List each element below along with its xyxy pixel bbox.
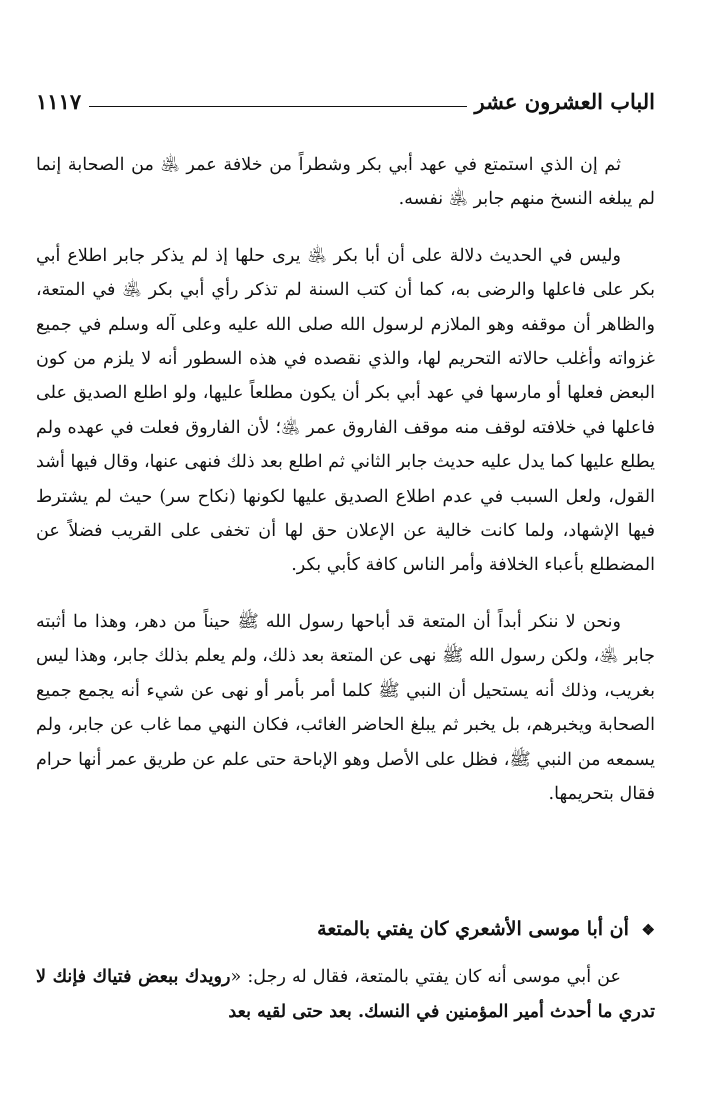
paragraph-3: ونحن لا ننكر أبداً أن المتعة قد أباحها رسول الله ﷺ حيناً من دهر، وهذا ما أثبته جابر ﵁، ولكن رسول الله ﷺ نهى عن المتعة بعد ذلك، ولم يعلم بذلك جابر، وهذا ليس بغريب، وذلك أنه يستحيل أن النبي ﷺ كلما أمر بأمر أو نهى عن شيء أنه يجمع جميع الصحابة ويخبرهم، بل يخبر ثم يبلغ الحاضر الغائب، فكان النهي مما غاب عن جابر، ولم يسمعه من النبي ﷺ، فظل على الأصل وهو الإباحة حتى علم عن طريق عمر أنها حرام فقال بتحريمها. <box>36 611 655 804</box>
section-heading <box>36 912 655 947</box>
section-heading-text: أن أبا موسى الأشعري كان يفتي بالمتعة <box>317 918 629 940</box>
page-header <box>36 84 655 114</box>
quote-bold-text: رويدك ببعض فتياك فإنك لا تدري ما أحدث أمير المؤمنين في النسك. بعد حتى لقيه بعد <box>36 966 655 1022</box>
diamond-bullet-icon: ❖ <box>641 921 655 939</box>
page-number: ١١١٧ <box>36 89 82 114</box>
paragraph-1: ثم إن الذي استمتع في عهد أبي بكر وشطراً من خلافة عمر ﵁ من الصحابة إنما لم يبلغه النسخ منهم جابر ﵁ نفسه. <box>36 155 655 210</box>
paragraph-2: وليس في الحديث دلالة على أن أبا بكر ﵁ يرى حلها إذ لم يذكر جابر اطلاع أبي بكر على فاعلها والرضى به، كما أن كتب السنة لم تذكر رأي أبي بكر ﵁ في المتعة، والظاهر أن موقفه وهو الملازم لرسول الله صلى الله عليه وعلى آله وسلم في جميع غزواته وأغلب حالاته التحريم لها، والذي نقصده في هذه السطور أنه لا يلزم من كون البعض فعلها أو مارسها في عهد أبي بكر أن يكون مطلعاً عليها، ولو اطلع الصديق على فاعلها في خلافته لوقف منه موقف الفاروق عمر ﵁؛ لأن الفاروق فعلت في عهده ولم يطلع عليها كما يدل عليه حديث جابر الثاني ثم اطلع بعد ذلك فنهى عنها، وقال فيها أشد القول، ولعل السبب في عدم اطلاع الصديق عليها لكونها (نكاح سر) حيث لم يشترط فيها الإشهاد، ولما كانت خالية عن الإعلان حق لها أن تخفى على القريب فضلاً عن المضطلع بأعباء الخلافة وأمر الناس كافة كأبي بكر. <box>36 245 655 576</box>
header-rule <box>89 106 466 107</box>
chapter-title: الباب العشرون عشر <box>474 89 655 114</box>
body-text <box>36 148 655 811</box>
quote-paragraph <box>36 960 655 1029</box>
quote-intro: عن أبي موسى أنه كان يفتي بالمتعة، فقال له رجل: « <box>230 967 621 987</box>
quote-block <box>36 960 655 1029</box>
